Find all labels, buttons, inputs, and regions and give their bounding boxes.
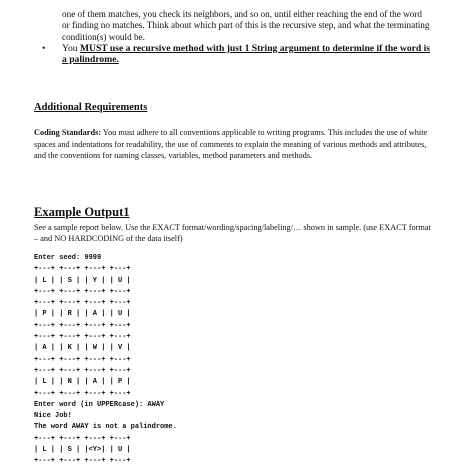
intro-paragraph: one of them matches, you check its neighbors, and so on, until either reaching the end of the word or finding no matches. Think about which part of this is the recursive step, and what the terminating condition(s) would be. (62, 9, 430, 42)
console-line: | P | | R | | A | | U | (34, 310, 131, 319)
console-line: The word AWAY is not a palindrome. (34, 423, 177, 432)
coding-standards-paragraph (34, 127, 430, 162)
coding-standards-text: You must adhere to all conventions applicable to writing programs. This includes the use of white spaces and indentations for readability, the use of comments to explain the meaning of various methods and attributes, and the conventions for naming classes, variables, method parameters and methods. (34, 128, 428, 160)
console-line: +---+ +---+ +---+ +---+ (34, 265, 131, 274)
sample-instructions: See a sample report below. Use the EXACT format/wording/spacing/labeling/… shown in sample. (use EXACT format – and NO HARDCODING of the data itself) (34, 223, 431, 244)
console-line: +---+ +---+ +---+ +---+ (34, 366, 131, 375)
console-line: Nice Job! (34, 412, 72, 421)
console-line: +---+ +---+ +---+ +---+ (34, 355, 131, 364)
example-output-heading: Example Output1 (34, 205, 130, 219)
console-line: +---+ +---+ +---+ +---+ (34, 457, 131, 466)
console-line: +---+ +---+ +---+ +---+ (34, 299, 131, 308)
bullet-marker: • (42, 43, 46, 54)
console-line: | L | | S | | Y | | U | (34, 276, 131, 285)
bullet-emphasis: MUST use a recursive method with just 1 String argument to determine if the word is a palindrome. (62, 43, 431, 66)
console-output (34, 253, 177, 468)
console-line: Enter seed: 9999 (34, 254, 102, 262)
bullet-prefix: You (62, 43, 80, 54)
console-line: +---+ +---+ +---+ +---+ (34, 333, 131, 342)
coding-standards-label: Coding Standards: (34, 128, 102, 137)
console-line: +---+ +---+ +---+ +---+ (34, 287, 131, 296)
console-line: Enter word (in UPPERcase): AWAY (34, 400, 165, 409)
console-line: | L | | S | |<Y>| | U | (34, 446, 131, 455)
additional-requirements-heading: Additional Requirements (34, 102, 148, 113)
console-line: +---+ +---+ +---+ +---+ (34, 389, 131, 398)
bullet-text (62, 43, 434, 66)
console-line: +---+ +---+ +---+ +---+ (34, 321, 131, 330)
console-line: | L | | N | | A | | P | (34, 378, 131, 387)
console-line: | A | | K | | W | | V | (34, 344, 131, 353)
console-line: +---+ +---+ +---+ +---+ (34, 434, 131, 443)
